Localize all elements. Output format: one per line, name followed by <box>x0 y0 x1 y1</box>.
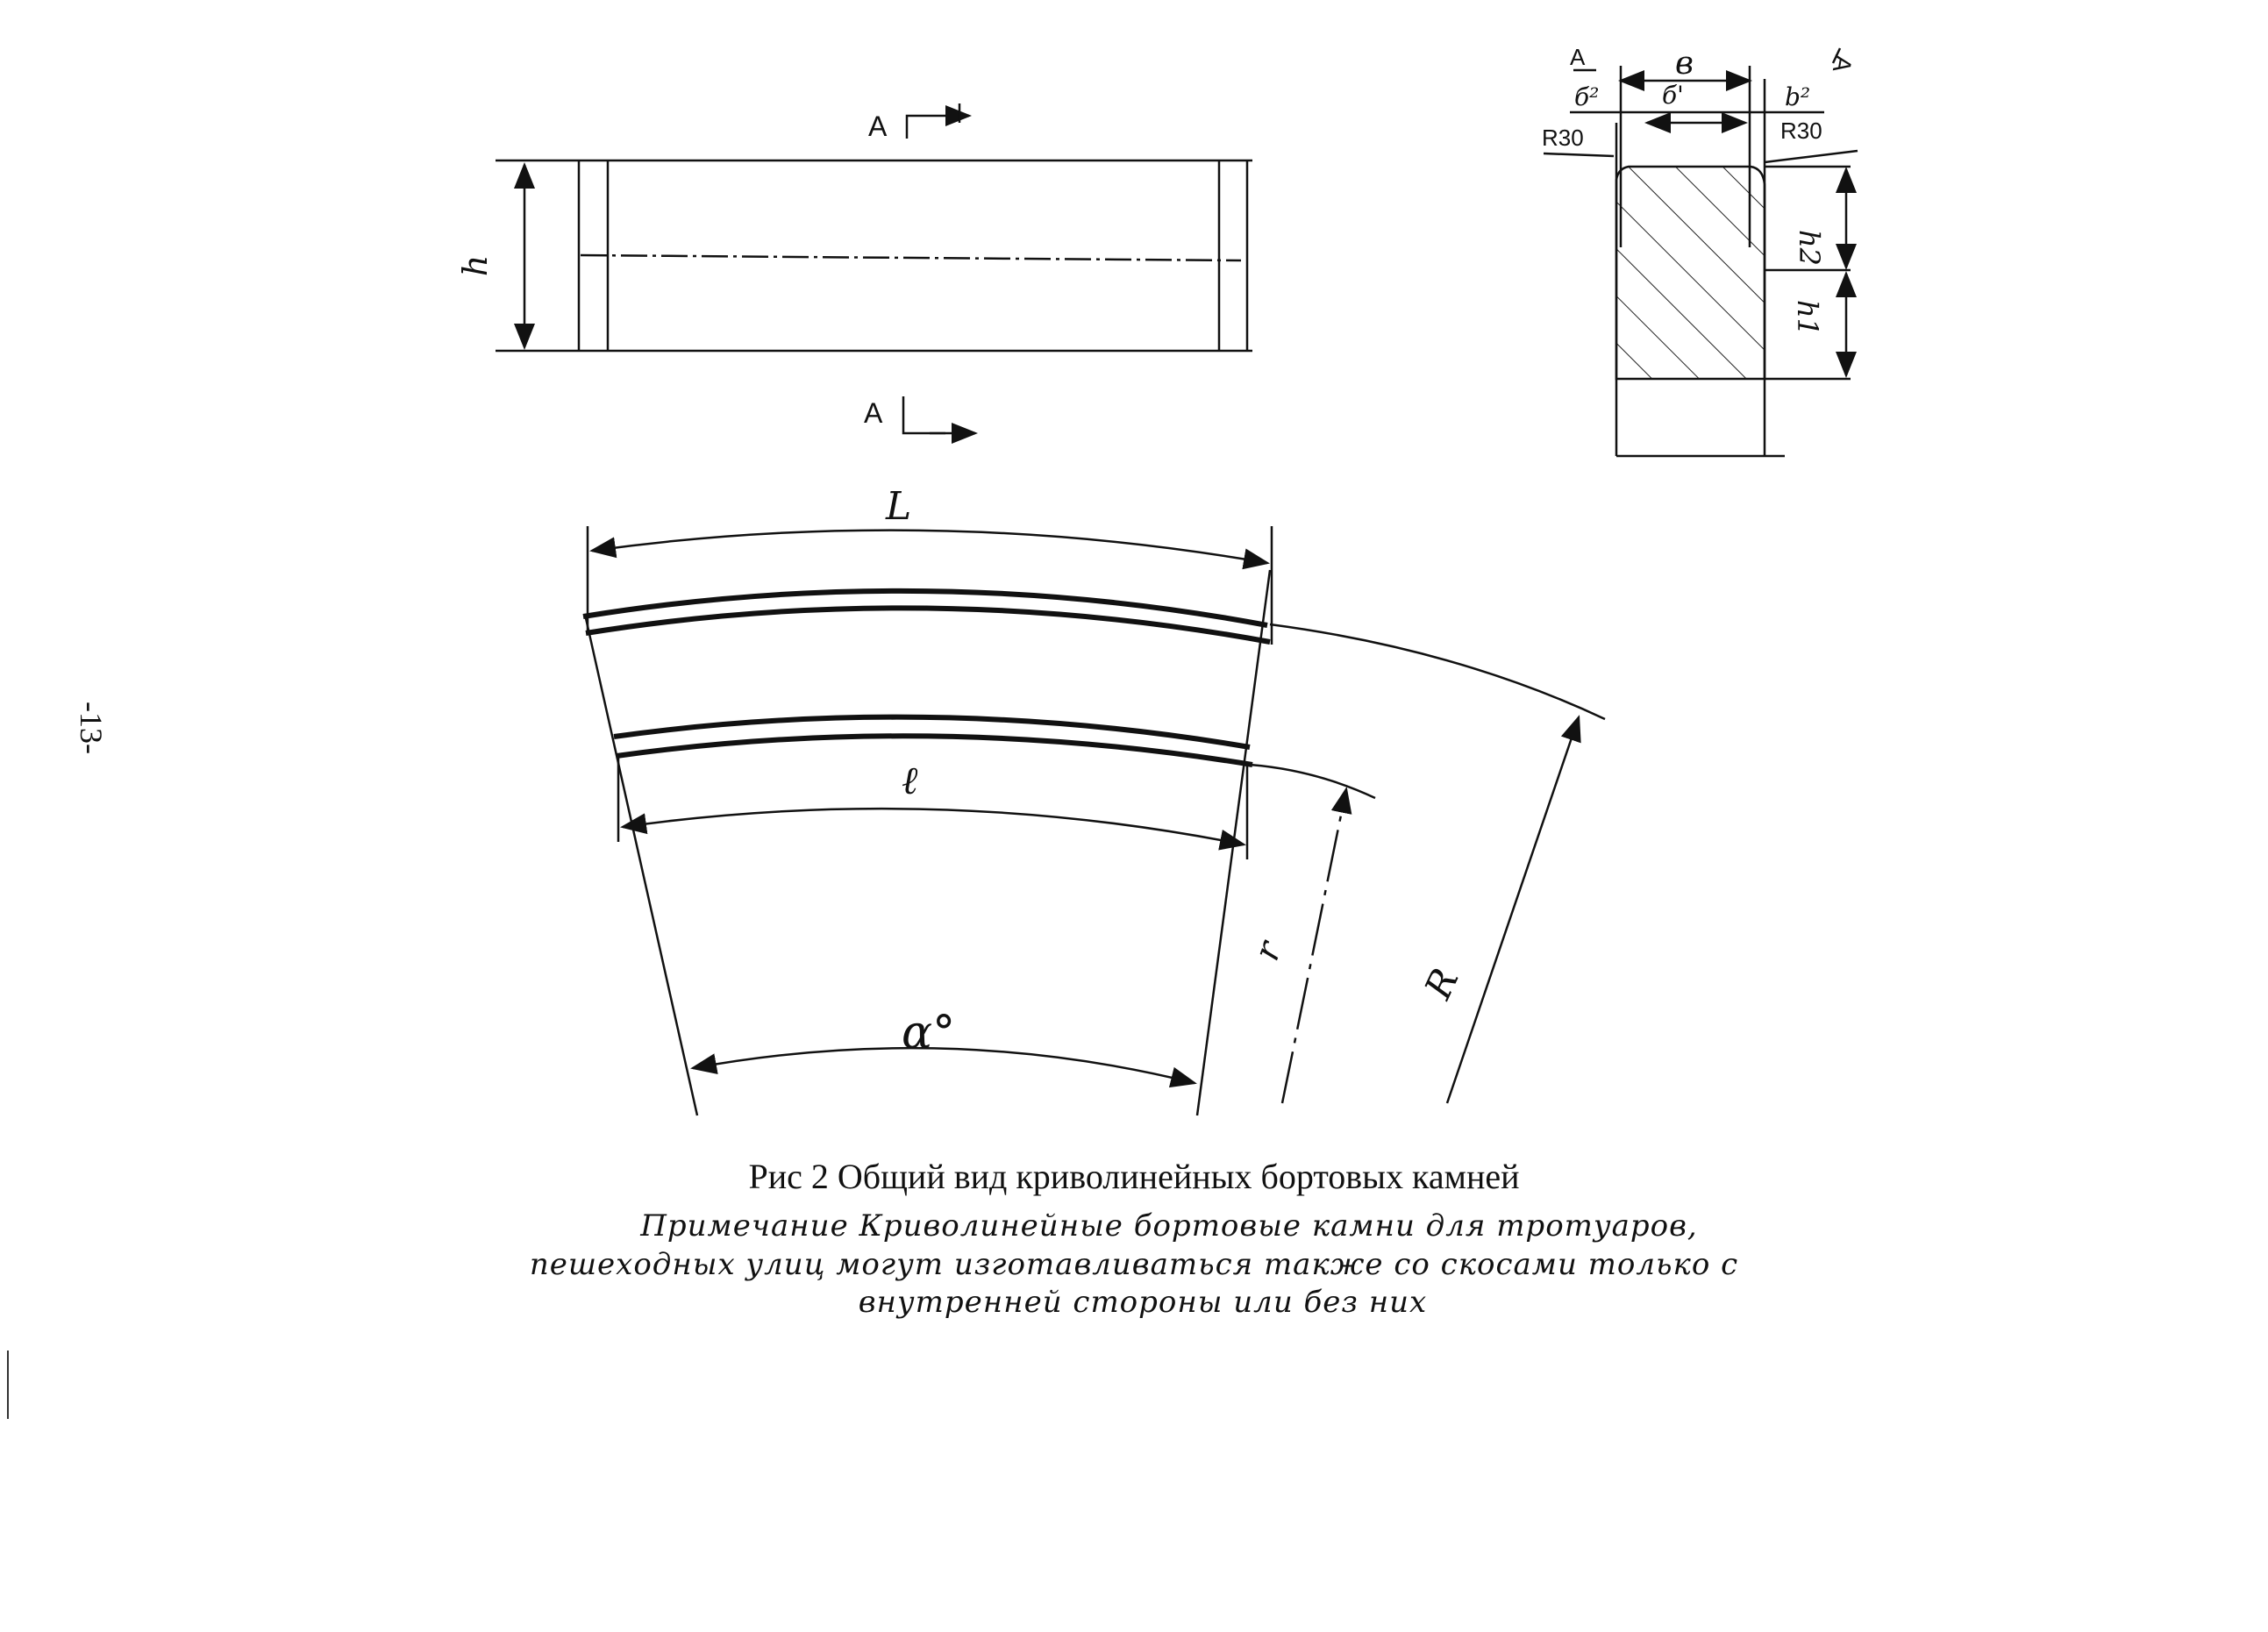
b2-right-label: b² <box>1785 82 1811 111</box>
inner-length-label: ℓ <box>902 759 918 803</box>
margin-mark <box>7 1350 9 1419</box>
section-mark-top <box>907 116 963 139</box>
inner-length-dimension <box>623 809 1244 845</box>
section-label-top: A <box>868 110 888 142</box>
outer-edge-arc-2 <box>586 608 1270 642</box>
inner-radius-label: r <box>1246 936 1290 966</box>
b2-left-label: б² <box>1574 82 1600 111</box>
h2-label: h2 <box>1793 230 1826 266</box>
view-mark-left: A <box>1570 44 1586 70</box>
outer-radius-label: R <box>1416 961 1467 1006</box>
page-number: -13- <box>74 702 109 754</box>
figure-note-line-1: Примечание Криволинейные бортовые камни для тротуаров, <box>640 1208 1698 1244</box>
figure-note-line-3: внутренней стороны или без них <box>858 1285 1428 1320</box>
cross-width-label: в <box>1675 46 1694 82</box>
outer-length-dimension <box>592 531 1267 563</box>
cross-section-hatched-area <box>1616 167 1765 379</box>
section-mark-bottom <box>903 396 945 433</box>
h1-label: h1 <box>1791 300 1824 336</box>
radius-right-label: R30 <box>1780 118 1822 144</box>
figure-note-line-2: пешеходных улиц могут изготавливаться также со скосами только с <box>529 1247 1739 1282</box>
outer-length-label: L <box>886 484 912 529</box>
inner-radius-dimension <box>1282 789 1346 1103</box>
section-label-bottom: A <box>864 397 883 429</box>
top-view <box>496 103 1252 433</box>
curved-plan-view <box>583 526 1605 1115</box>
inner-edge-arc-2 <box>617 736 1252 765</box>
view-mark-right: A <box>1827 53 1858 75</box>
radius-left-label: R30 <box>1542 125 1584 151</box>
outer-radius-dimension <box>1447 717 1579 1103</box>
b1-label: б' <box>1662 81 1684 110</box>
angle-label: 𝛼° <box>902 1007 956 1059</box>
figure-title: Рис 2 Общий вид криволинейных бортовых камней <box>748 1157 1520 1196</box>
height-label: h <box>456 254 495 277</box>
